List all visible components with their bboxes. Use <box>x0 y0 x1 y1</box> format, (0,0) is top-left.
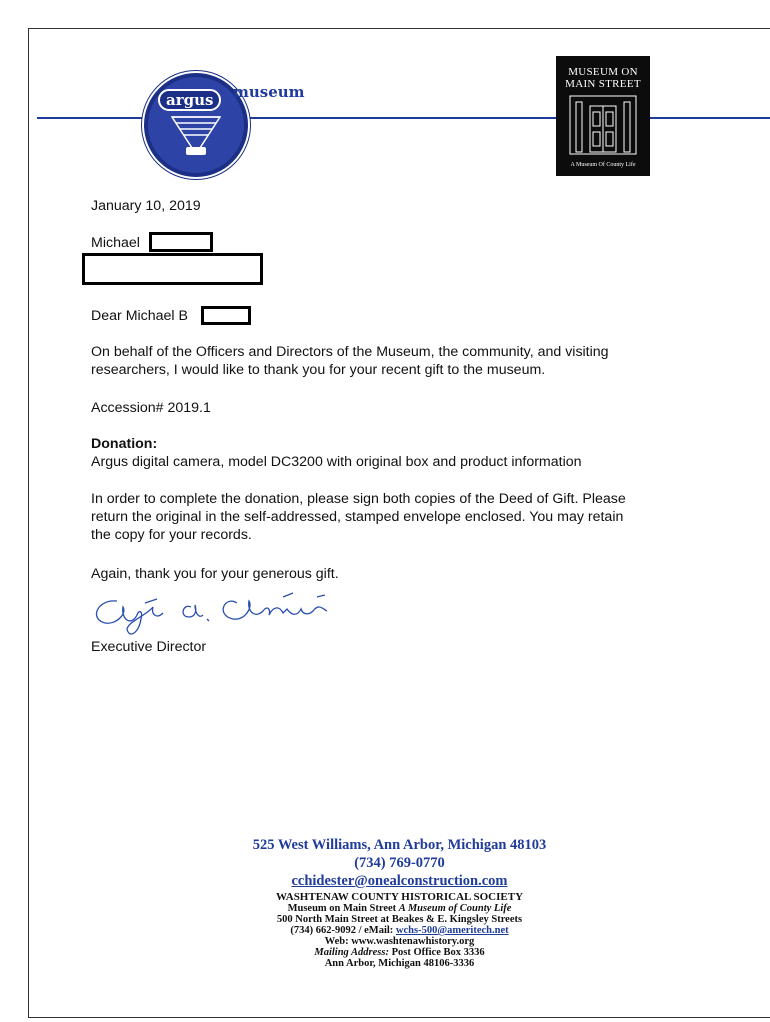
mailing-box: Post Office Box 3336 <box>391 947 485 958</box>
mms-title-1: MUSEUM ON <box>568 66 638 78</box>
donation-heading: Donation: <box>91 436 158 452</box>
logo-wordmark: argus <box>158 89 221 111</box>
letter-page <box>28 28 770 1018</box>
footer-museum-line <box>29 903 770 914</box>
body2-line-2: return the original in the self-addressed, stamped envelope enclosed. You may retain <box>91 509 624 525</box>
body-paragraph-2 <box>91 490 626 544</box>
body2-line-3: the copy for your records. <box>91 527 252 543</box>
footer-address: 525 West Williams, Ann Arbor, Michigan 48103 <box>252 837 547 853</box>
signer-title: Executive Director <box>91 639 207 655</box>
accession-number: Accession# 2019.1 <box>91 400 211 416</box>
redaction-box <box>149 232 213 252</box>
letter-date: January 10, 2019 <box>91 198 201 214</box>
footer-street: 500 North Main Street at Beakes & E. Kingsley Streets <box>276 914 523 925</box>
footer-mailing-city: Ann Arbor, Michigan 48106-3336 <box>324 958 475 969</box>
recipient-name: Michael <box>91 235 140 251</box>
footer-email-link[interactable]: cchidester@onealconstruction.com <box>291 873 508 889</box>
logo-museum-text: museum <box>233 83 305 101</box>
redaction-box <box>201 306 251 325</box>
building-icon <box>568 94 638 156</box>
redaction-box <box>82 253 263 285</box>
footer-phone: (734) 769-0770 <box>354 855 445 871</box>
footer-org: WASHTENAW COUNTY HISTORICAL SOCIETY <box>275 891 524 903</box>
salutation: Dear Michael B <box>91 308 188 324</box>
museum-on-main-street-logo <box>556 56 650 176</box>
mms-title-2: MAIN STREET <box>565 78 641 90</box>
body2-line-1: In order to complete the donation, please sign both copies of the Deed of Gift. Please <box>91 491 626 507</box>
footer-contact <box>29 925 770 936</box>
footer-mailing <box>29 947 770 958</box>
closing-line: Again, thank you for your generous gift. <box>91 566 339 582</box>
body1-line-1: On behalf of the Officers and Directors of the Museum, the community, and visiting <box>91 344 609 360</box>
mms-tagline: A Museum Of County Life <box>570 162 636 168</box>
donation-item: Argus digital camera, model DC3200 with original box and product information <box>91 454 582 470</box>
body1-line-2: researchers, I would like to thank you for your recent gift to the museum. <box>91 362 546 378</box>
footer-web: Web: www.washtenawhistory.org <box>324 936 475 947</box>
signature-icon <box>87 589 357 639</box>
donation-block <box>91 435 582 471</box>
logo-emblem-icon <box>148 77 244 173</box>
contact-prefix: (734) 662-9092 / eMail: <box>290 925 394 936</box>
museum-line-italic: A Museum of County Life <box>398 903 512 914</box>
contact-email-link[interactable]: wchs-500@ameritech.net <box>395 925 509 936</box>
mailing-label: Mailing Address: <box>314 947 389 958</box>
museum-line-prefix: Museum on Main Street <box>287 903 397 914</box>
footer-block <box>29 837 770 969</box>
body-paragraph-1 <box>91 343 609 379</box>
